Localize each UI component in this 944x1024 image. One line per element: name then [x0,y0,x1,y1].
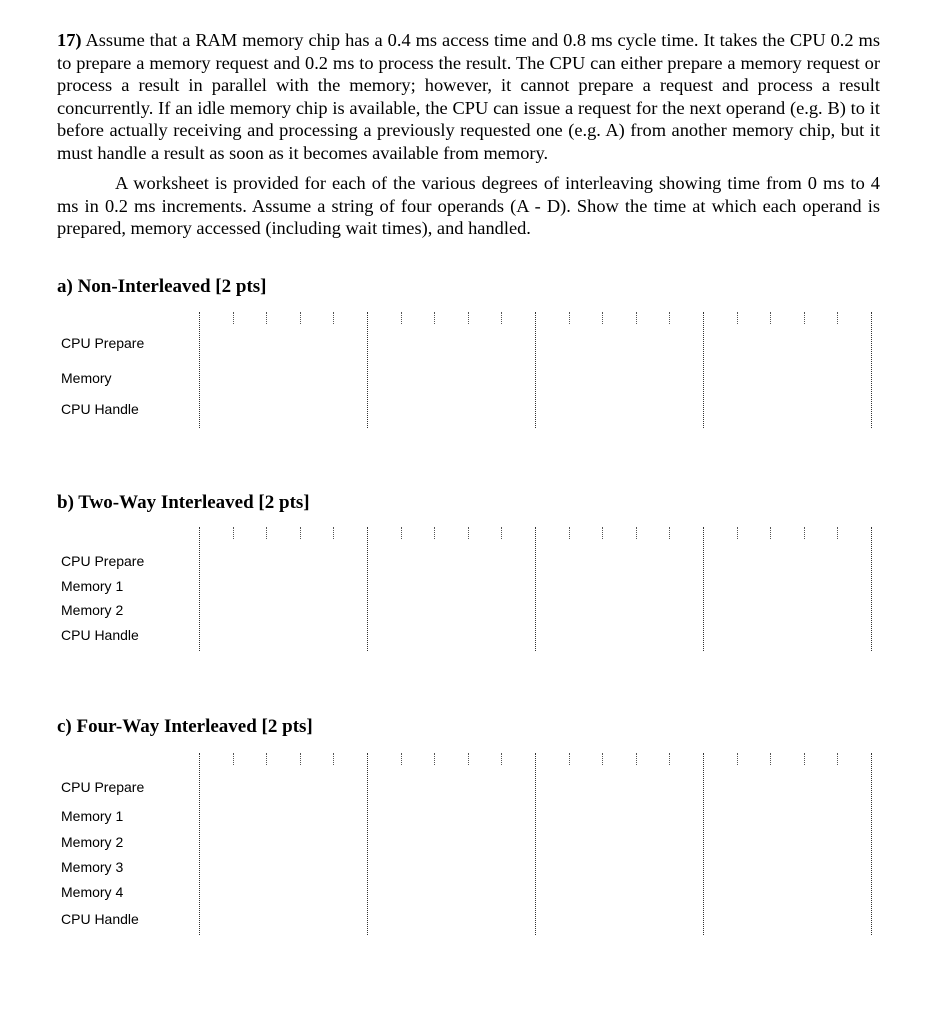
timeline-tick [837,312,838,324]
timeline-tick [535,312,536,428]
problem-number: 17) [57,30,82,50]
timeline-tick [569,753,570,765]
worksheet-b-title: b) Two-Way Interleaved [2 pts] [57,492,310,513]
timeline-tick [501,527,502,539]
timeline-tick [737,527,738,539]
timeline-tick [233,527,234,539]
worksheet-c-row-cpu-handle: CPU Handle [61,911,139,927]
worksheet-b-row-cpu-handle: CPU Handle [61,627,139,643]
worksheet-c-row-cpu-prepare: CPU Prepare [61,779,145,795]
timeline-tick [333,753,334,765]
timeline-tick [569,312,570,324]
worksheet-c-row-memory-4: Memory 4 [61,884,124,900]
worksheet-b-row-cpu-prepare: CPU Prepare [61,553,145,569]
timeline-tick [871,312,872,428]
worksheet-c-row-memory-1: Memory 1 [61,808,124,824]
problem-paragraph-2: A worksheet is provided for each of the various degrees of interleaving showing time from 0 ms to 4 ms in 0.2 ms increments. Assume a string of four operands (A - D). Show the time at which each operand is prepared, memory accessed (including wait times), and handled. [57,173,880,238]
timeline-tick [468,312,469,324]
problem-text [57,29,880,240]
timeline-tick [367,527,368,651]
timeline-tick [535,527,536,651]
timeline-tick [602,527,603,539]
worksheet-c-title: c) Four-Way Interleaved [2 pts] [57,716,313,737]
timeline-tick [569,527,570,539]
timeline-tick [871,527,872,651]
timeline-tick [401,527,402,539]
timeline-tick [266,527,267,539]
worksheet-a-title: a) Non-Interleaved [2 pts] [57,276,267,297]
timeline-tick [770,527,771,539]
worksheet-a-row-cpu-handle: CPU Handle [61,401,139,417]
timeline-tick [434,312,435,324]
timeline-tick [300,312,301,324]
worksheet-a-row-memory: Memory [61,370,112,386]
timeline-tick [266,753,267,765]
timeline-tick [770,312,771,324]
timeline-tick [468,753,469,765]
timeline-tick [367,753,368,935]
timeline-tick [401,753,402,765]
timeline-tick [468,527,469,539]
timeline-tick [501,753,502,765]
problem-paragraph-1 [57,29,880,164]
timeline-tick [233,753,234,765]
timeline-tick [737,753,738,765]
timeline-tick [434,527,435,539]
worksheet-b-row-memory-2: Memory 2 [61,602,124,618]
worksheet-c-row-memory-2: Memory 2 [61,834,124,850]
timeline-tick [199,312,200,428]
timeline-tick [703,527,704,651]
timeline-tick [804,312,805,324]
timeline-tick [837,527,838,539]
timeline-tick [804,527,805,539]
timeline-tick [266,312,267,324]
timeline-tick [669,527,670,539]
timeline-tick [367,312,368,428]
timeline-tick [333,312,334,324]
timeline-tick [602,312,603,324]
worksheet-c-row-memory-3: Memory 3 [61,859,124,875]
timeline-tick [300,753,301,765]
timeline-tick [401,312,402,324]
timeline-tick [636,753,637,765]
timeline-tick [669,753,670,765]
timeline-tick [602,753,603,765]
timeline-tick [636,312,637,324]
timeline-tick [501,312,502,324]
worksheet-a-row-cpu-prepare: CPU Prepare [61,335,145,351]
timeline-tick [434,753,435,765]
timeline-tick [737,312,738,324]
timeline-tick [199,527,200,651]
timeline-tick [871,753,872,935]
timeline-tick [804,753,805,765]
timeline-tick [703,312,704,428]
worksheet-b-row-memory-1: Memory 1 [61,578,124,594]
timeline-tick [199,753,200,935]
timeline-tick [233,312,234,324]
timeline-tick [770,753,771,765]
timeline-tick [837,753,838,765]
timeline-tick [333,527,334,539]
timeline-tick [703,753,704,935]
timeline-tick [669,312,670,324]
timeline-tick [636,527,637,539]
timeline-tick [535,753,536,935]
problem-paragraph-1-text: Assume that a RAM memory chip has a 0.4 ms access time and 0.8 ms cycle time. It takes the CPU 0.2 ms to prepare a memory request and 0.2 ms to process the result. The CPU can either prepare a memory request or process a result in parallel with the memory; however, it cannot prepare a request and process a result concurrently. If an idle memory chip is available, the CPU can issue a request for the next operand (e.g. B) to it before actually receiving and processing a previously requested one (e.g. A) from another memory chip, but it must handle a result as soon as it becomes available from memory. [57,30,880,163]
timeline-tick [300,527,301,539]
